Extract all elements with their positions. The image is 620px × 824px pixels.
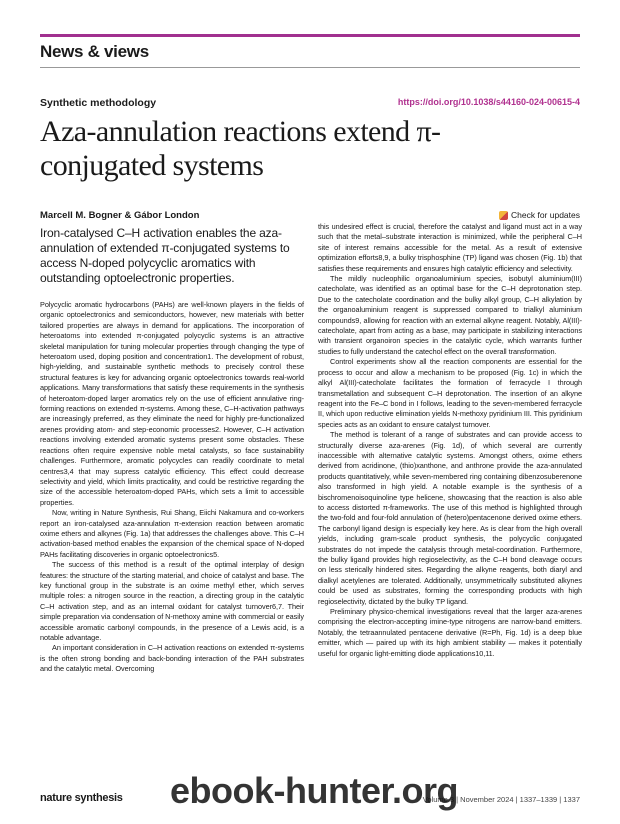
check-updates-button[interactable]: [499, 210, 580, 220]
article-authors: Marcell M. Bogner & Gábor London: [40, 210, 200, 221]
section-label: News & views: [40, 42, 149, 61]
article-title: Aza-annulation reactions extend π-conjugated systems: [40, 115, 441, 182]
watermark: ebook-hunter.org: [170, 770, 458, 811]
right-column: [318, 222, 582, 659]
body-paragraph: Preliminary physico-chemical investigations reveal that the larger aza-arenes comprising the electron-accepting imine-type nitrogens are narrow-band emitters. Notably, the tetraannulated pentacene derivative (R=Ph, Fig. 1d) is a deep blue emitter, which — paired up with its high ambient stability — makes it potentially useful for organic light-emitting diode applications10,11.: [318, 607, 582, 658]
check-updates-label: Check for updates: [511, 210, 580, 220]
body-paragraph: The method is tolerant of a range of substrates and can provide access to structurally diverse aza-arenes (Fig. 1d), of which several are currently inaccessible with alternative catalytic systems. Amongst others, oxime ethers derived from acridinone, (thio)xanthone, and anthrone provide the aza-annulated products quantitatively, while seven-membered ring containing dibenzosuberenone also transformed in high yield. A notable example is the synthesis of a bischromenoisoquinoline type helicene, showcasing that the reaction is also able to access distorted π-frameworks. The use of this method is highlighted through the two-fold and four-fold annulation of (hetero)pentacenone derived oxime ethers. The carbonyl ligand design is especially key here. As is clear from the high overall yields, including gram-scale product synthesis, the polycyclic conjugated substrates do not impede the catalysis through metal-coordination. Furthermore, the bulky ligand provides high regioselectivity, as the C–H bond cleavage occurs on less sterically hindered sites. Regarding the alkyne reagents, both diaryl and dialkyl acetylenes are tolerated. Additionally, unsymmetrically substituted alkynes could be used as substrates, forming the corresponding products with high regioselectivity, dictated by the bulky TP ligand.: [318, 430, 582, 606]
body-paragraph: Control experiments show all the reaction components are essential for the process to occur and allow a mechanism to be proposed (Fig. 1c) in which the alkyl Al(III)-catecholate facilitates the formation of ferracycle I through transmetallation and subsequent C–H deprotonation. The insertion of an alkyne reagent into the Fe–C bond in I follows, leading to the seven-membered ferracycle II, which upon reductive elimination yields N-methoxy pyridinium III. This pyridinium species acts as an oxidant to ensure catalyst turnover.: [318, 357, 582, 429]
journal-brand: nature synthesis: [40, 792, 123, 804]
standfirst: Iron-catalysed C–H activation enables the aza-annulation of extended π-conjugated systems to access N-doped polycyclic aromatics with outstanding optoelectronic properties.: [40, 226, 290, 285]
doi-link[interactable]: https://doi.org/10.1038/s44160-024-00615-4: [397, 97, 580, 107]
header-divider: [40, 67, 580, 68]
body-paragraph: The success of this method is a result of the optimal interplay of design features: the structure of the starting material, and choice of catalyst and base. The key functional group in the substrate is an oxime methyl ether, which serves multiple roles: a nitrogen source in the reaction, a directing group in the catalytic C–H activation step, and as an internal oxidant for catalyst turnover6,7. Their simple preparation via condensation of N-methoxy amine with commercial or easily accessible aromatic carbonyl compounds, in the presence of a Lewis acid, is a notable advantage.: [40, 560, 304, 642]
left-column: [40, 226, 304, 675]
page-meta: Volume 3 | November 2024 | 1337–1339 | 1337: [422, 795, 580, 804]
body-paragraph: Polycyclic aromatic hydrocarbons (PAHs) are well-known players in the fields of organic optoelectronics and semiconductors, however, new materials with better tailored properties are always in demand for applications. The incorporation of heteroatoms into extended π-conjugated polycyclic systems is an attractive skeletal manipulation for tuning molecular properties through changing the type of heteroatom used, doping position and concentration1. The development of robust, high-yielding, and sustainable synthetic methods to precisely control these structural features is key for advancing organic optoelectronics towards real-world applications. Many transformations that satisfy these requirements in the synthesis of heteroatom-doped larger aromatics rely on the use of efficient annulative ring-forming reactions on extended π-systems. Among these, C–H-activation pathways are increasingly preferred, as they eliminate the need for highly pre-functionalized arenes providing atom- and step-economic processes2. However, C–H activation reactions involving extended aromatic systems present some obstacles. These reactions often require expensive noble metal catalysts, so face sustainability challenges. Furthermore, aromatic polycycles can readily coordinate to metal centres3,4 that may supress catalytic efficiency. This effect could decrease selectivity and yield, which limits practicality, and could be restrictive regarding the size of the accessible heteroatom-doped PAHs, which sets a limit to accessible properties.: [40, 300, 304, 507]
body-paragraph: An important consideration in C–H activation reactions on extended π-systems is the often strong bonding and back-bonding interaction of the PAH substrates and the catalytic metal. Overcoming: [40, 643, 304, 674]
body-paragraph: The mildly nucleophilic organoaluminium species, isobutyl aluminium(III) catecholate, was identified as an optimal base for the C–H deprotonation step. Due to the catecholate coordination and the bulky alkyl group, C–H alkylation by the organoaluminium reagent is suppressed compared to trialkyl aluminium compounds9, allowing for reaction with an external alkyne reagent. Notably, Al(III)-catecholate, apart from acting as a base, may participate in stabilizing interactions with transient organoiron species in the catalytic cycle, which warrants further studies to fully understand the catechol effect on the overall transformation.: [318, 274, 582, 356]
check-updates-icon: [499, 211, 508, 220]
body-paragraph: Now, writing in Nature Synthesis, Rui Shang, Eiichi Nakamura and co-workers report an iron-catalysed aza-annulation π-extension reaction between aromatic oxime ethers and alkynes (Fig. 1a) that addresses the challenges above. This C–H activation-based method enables the expansion of the chemical space of N-doped PAHs facilitating discoveries in organic optoelectronics5.: [40, 508, 304, 559]
article-category: Synthetic methodology: [40, 97, 157, 109]
body-paragraph: this undesired effect is crucial, therefore the catalyst and ligand must act in a way such that the metal–substrate interaction is minimized, while the peripheral C–H site of interest remains accessible for the metal. As a result of extensive optimization efforts8,9, a bulky trisphosphine (TP) ligand was chosen (Fig. 1b) that satisfies these requirements and ensures high catalytic efficiency and selectivity.: [318, 222, 582, 273]
header-rule: [40, 34, 580, 37]
